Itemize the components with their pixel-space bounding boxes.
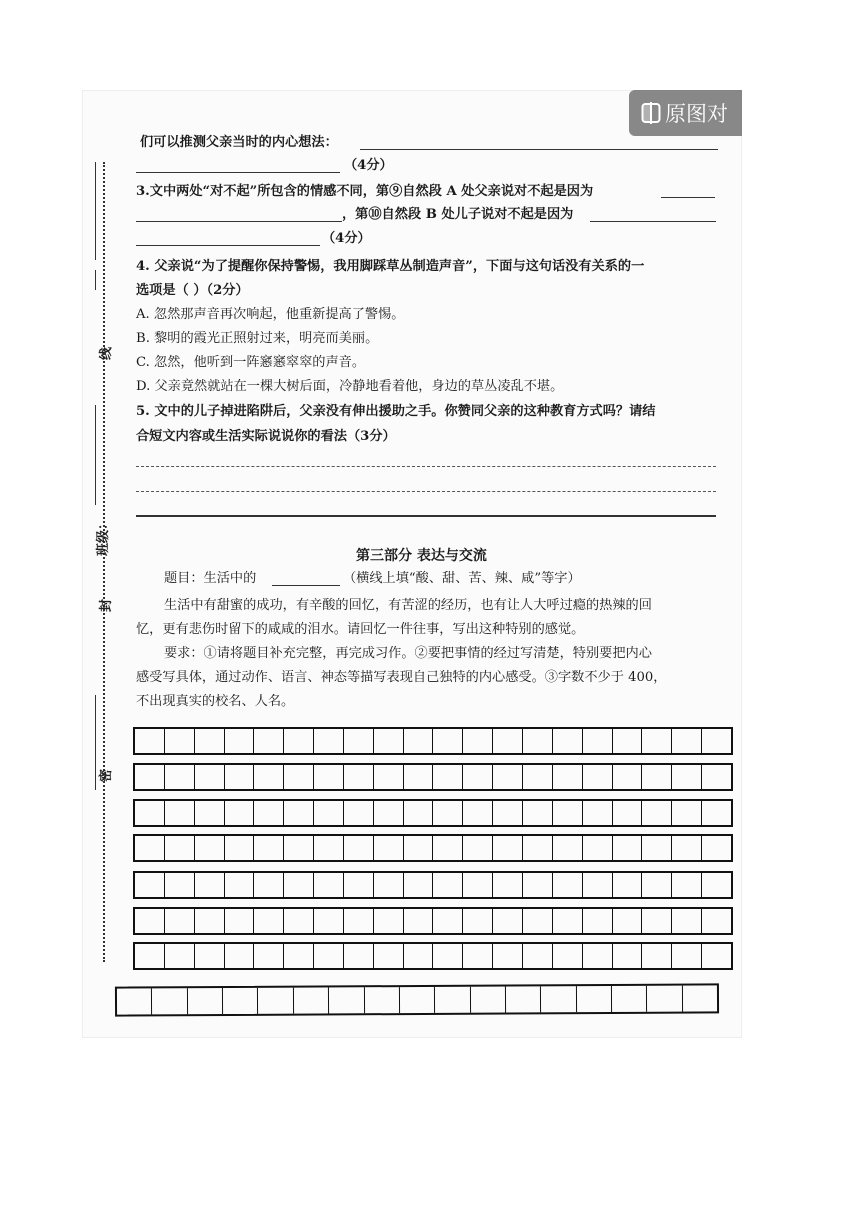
- part3-heading: 第三部分 表达与交流: [356, 548, 487, 564]
- writing-grid-cell[interactable]: [314, 909, 344, 933]
- writing-grid-cell[interactable]: [152, 988, 187, 1014]
- writing-grid-cell[interactable]: [613, 836, 643, 860]
- writing-grid-cell[interactable]: [553, 836, 583, 860]
- margin-blank-1: [95, 162, 96, 260]
- writing-grid-cell[interactable]: [493, 801, 523, 825]
- writing-grid-cell[interactable]: [195, 801, 225, 825]
- q3-score: （4分）: [322, 231, 371, 246]
- part3-req-line1: 要求：①请将题目补充完整，再完成习作。②要把事情的经过写清楚，特别要把内心: [164, 646, 652, 661]
- seal-char-seal: 封: [99, 598, 115, 613]
- writing-grid-cell[interactable]: [314, 944, 344, 968]
- writing-grid-row-last: [115, 983, 719, 1016]
- writing-grid-cell[interactable]: [400, 987, 435, 1013]
- writing-grid-cell[interactable]: [404, 909, 434, 933]
- writing-grid-cell[interactable]: [435, 987, 470, 1013]
- writing-grid-cell[interactable]: [702, 836, 731, 860]
- writing-grid-cell[interactable]: [404, 944, 434, 968]
- writing-grid-cell[interactable]: [223, 988, 258, 1014]
- part3-para1-line2: 忆，更有悲伤时留下的咸咸的泪水。请回忆一件往事，写出这种特别的感觉。: [136, 622, 585, 637]
- writing-grid-cell[interactable]: [314, 729, 344, 753]
- class-label: 班级：: [96, 516, 112, 557]
- writing-grid-cell[interactable]: [613, 801, 643, 825]
- writing-grid-cell[interactable]: [135, 873, 165, 897]
- writing-grid-cell[interactable]: [613, 765, 643, 789]
- writing-grid-cell[interactable]: [344, 909, 374, 933]
- part3-req-line2: 感受写具体，通过动作、语言、神态等描写表现自己独特的内心感受。③字数不少于 400，: [136, 670, 667, 685]
- q5-answer-line-1[interactable]: [136, 466, 716, 467]
- writing-grid-cell[interactable]: [165, 729, 195, 753]
- writing-grid-cell[interactable]: [195, 873, 225, 897]
- writing-grid-cell[interactable]: [165, 873, 195, 897]
- writing-grid-cell[interactable]: [583, 801, 613, 825]
- writing-grid-cell[interactable]: [254, 836, 284, 860]
- writing-grid-cell[interactable]: [225, 873, 255, 897]
- writing-grid-cell[interactable]: [225, 765, 255, 789]
- writing-grid-row: [133, 907, 733, 935]
- writing-grid-cell[interactable]: [433, 765, 463, 789]
- writing-grid-cell[interactable]: [344, 836, 374, 860]
- writing-grid-cell[interactable]: [672, 873, 702, 897]
- writing-grid-cell[interactable]: [314, 873, 344, 897]
- writing-grid-cell[interactable]: [613, 909, 643, 933]
- writing-grid-cell[interactable]: [225, 909, 255, 933]
- writing-grid-cell[interactable]: [642, 909, 672, 933]
- writing-grid-cell[interactable]: [613, 944, 643, 968]
- writing-grid-cell[interactable]: [165, 765, 195, 789]
- writing-grid-cell[interactable]: [702, 765, 731, 789]
- writing-grid-cell[interactable]: [541, 986, 576, 1012]
- writing-grid-cell[interactable]: [583, 729, 613, 753]
- writing-grid-cell[interactable]: [195, 729, 225, 753]
- q3-line2: ，第⑩自然段 B 处儿子说对不起是因为: [342, 207, 574, 222]
- writing-grid-cell[interactable]: [135, 765, 165, 789]
- seal-char-line: 线: [99, 346, 115, 361]
- writing-grid-cell[interactable]: [583, 944, 613, 968]
- writing-grid-cell[interactable]: [672, 944, 702, 968]
- q4-option-c: C. 忽然，他听到一阵窸窸窣窣的声音。: [136, 355, 366, 370]
- q3-blank-a[interactable]: [661, 197, 715, 198]
- writing-grid-cell[interactable]: [642, 765, 672, 789]
- writing-grid-cell[interactable]: [553, 873, 583, 897]
- writing-grid-cell[interactable]: [135, 944, 165, 968]
- writing-grid-cell[interactable]: [284, 801, 314, 825]
- part3-topic-prefix: 题目：生活中的: [164, 571, 257, 586]
- writing-grid-cell[interactable]: [284, 836, 314, 860]
- writing-grid-cell[interactable]: [642, 836, 672, 860]
- writing-grid-cell[interactable]: [433, 873, 463, 897]
- writing-grid-cell[interactable]: [433, 801, 463, 825]
- writing-grid-cell[interactable]: [523, 801, 553, 825]
- writing-grid-cell[interactable]: [254, 801, 284, 825]
- writing-grid-cell[interactable]: [523, 836, 553, 860]
- writing-grid-cell[interactable]: [165, 944, 195, 968]
- writing-grid-cell[interactable]: [258, 988, 293, 1014]
- writing-grid-cell[interactable]: [583, 836, 613, 860]
- writing-grid-cell[interactable]: [374, 944, 404, 968]
- writing-grid-cell[interactable]: [344, 801, 374, 825]
- writing-grid-cell[interactable]: [329, 987, 364, 1013]
- writing-grid-cell[interactable]: [702, 729, 731, 753]
- writing-grid-cell[interactable]: [374, 765, 404, 789]
- writing-grid-cell[interactable]: [553, 909, 583, 933]
- q4-line2: 选项是（ ）（2分）: [136, 283, 249, 298]
- q5-answer-line-2[interactable]: [136, 491, 716, 492]
- writing-grid-cell[interactable]: [672, 836, 702, 860]
- compare-original-button[interactable]: [629, 90, 742, 136]
- compare-original-label: 原图对: [665, 102, 728, 126]
- writing-grid-cell[interactable]: [404, 873, 434, 897]
- q2-tail-text: 们可以推测父亲当时的内心想法：: [140, 135, 338, 150]
- writing-grid-cell[interactable]: [523, 944, 553, 968]
- writing-grid-cell[interactable]: [433, 909, 463, 933]
- writing-grid-cell[interactable]: [642, 873, 672, 897]
- writing-grid-cell[interactable]: [254, 909, 284, 933]
- writing-grid-cell[interactable]: [463, 801, 493, 825]
- writing-grid-cell[interactable]: [471, 987, 506, 1013]
- writing-grid-row: [133, 834, 733, 862]
- writing-grid-cell[interactable]: [463, 909, 493, 933]
- writing-grid-cell[interactable]: [135, 836, 165, 860]
- writing-grid-cell[interactable]: [583, 909, 613, 933]
- writing-grid-cell[interactable]: [493, 873, 523, 897]
- writing-grid-cell[interactable]: [642, 801, 672, 825]
- writing-grid-cell[interactable]: [433, 729, 463, 753]
- writing-grid-cell[interactable]: [702, 944, 731, 968]
- writing-grid-cell[interactable]: [463, 765, 493, 789]
- q5-line1: 5. 文中的儿子掉进陷阱后，父亲没有伸出援助之手。你赞同父亲的这种教育方式吗？请结: [136, 404, 656, 419]
- writing-grid-cell[interactable]: [613, 729, 643, 753]
- writing-grid-cell[interactable]: [284, 765, 314, 789]
- writing-grid-cell[interactable]: [284, 729, 314, 753]
- writing-grid-cell[interactable]: [284, 909, 314, 933]
- writing-grid-cell[interactable]: [188, 988, 223, 1014]
- writing-grid-cell[interactable]: [135, 801, 165, 825]
- writing-grid-cell[interactable]: [165, 801, 195, 825]
- writing-grid-cell[interactable]: [254, 729, 284, 753]
- binding-dotted-line: [103, 162, 105, 962]
- writing-grid-cell[interactable]: [284, 944, 314, 968]
- writing-grid-cell[interactable]: [583, 873, 613, 897]
- q4-option-d: D. 父亲竟然就站在一棵大树后面，冷静地看着他，身边的草丛凌乱不堪。: [136, 379, 564, 394]
- writing-grid-cell[interactable]: [374, 801, 404, 825]
- writing-grid-row: [133, 727, 733, 755]
- writing-grid-cell[interactable]: [702, 801, 731, 825]
- writing-grid-cell[interactable]: [374, 729, 404, 753]
- writing-grid-cell[interactable]: [404, 836, 434, 860]
- writing-grid-cell[interactable]: [613, 873, 643, 897]
- writing-grid-cell[interactable]: [463, 873, 493, 897]
- part3-para1-line1: 生活中有甜蜜的成功，有辛酸的回忆，有苦涩的经历，也有让人大呼过瘾的热辣的回: [164, 598, 652, 613]
- part3-topic-hint: （横线上填“酸、甜、苦、辣、咸”等字）: [343, 571, 581, 586]
- writing-grid-cell[interactable]: [553, 944, 583, 968]
- writing-grid-cell[interactable]: [374, 909, 404, 933]
- writing-grid-cell[interactable]: [642, 944, 672, 968]
- writing-grid-cell[interactable]: [195, 765, 225, 789]
- writing-grid-cell[interactable]: [195, 944, 225, 968]
- q2-answer-blank-2[interactable]: [136, 172, 340, 173]
- writing-grid-cell[interactable]: [344, 765, 374, 789]
- writing-grid-cell[interactable]: [672, 765, 702, 789]
- writing-grid-row: [133, 871, 733, 899]
- writing-grid-row: [133, 942, 733, 970]
- q3-blank-a-cont[interactable]: [136, 221, 342, 222]
- writing-grid-cell[interactable]: [404, 729, 434, 753]
- writing-grid-cell[interactable]: [702, 909, 731, 933]
- writing-grid-cell[interactable]: [506, 986, 541, 1012]
- writing-grid-cell[interactable]: [523, 729, 553, 753]
- writing-grid-cell[interactable]: [314, 765, 344, 789]
- writing-grid-cell[interactable]: [523, 765, 553, 789]
- writing-grid-cell[interactable]: [583, 765, 613, 789]
- q4-option-a: A. 忽然那声音再次响起，他重新提高了警惕。: [136, 307, 405, 322]
- writing-grid-cell[interactable]: [612, 986, 647, 1012]
- writing-grid-cell[interactable]: [702, 873, 731, 897]
- writing-grid-cell[interactable]: [344, 729, 374, 753]
- q2-answer-blank-1[interactable]: [360, 149, 718, 150]
- writing-grid-cell[interactable]: [404, 765, 434, 789]
- compare-icon: [641, 102, 661, 124]
- writing-grid-cell[interactable]: [195, 909, 225, 933]
- writing-grid-cell[interactable]: [117, 988, 152, 1014]
- writing-grid-cell[interactable]: [314, 801, 344, 825]
- writing-grid-cell[interactable]: [463, 729, 493, 753]
- part3-req-line3: 不出现真实的校名、人名。: [136, 694, 295, 709]
- writing-grid-cell[interactable]: [433, 836, 463, 860]
- writing-grid-cell[interactable]: [254, 873, 284, 897]
- q3-blank-b-cont[interactable]: [136, 245, 320, 246]
- writing-grid-cell[interactable]: [553, 801, 583, 825]
- writing-grid-cell[interactable]: [135, 729, 165, 753]
- writing-grid-cell[interactable]: [647, 986, 682, 1012]
- writing-grid-cell[interactable]: [463, 944, 493, 968]
- writing-grid-cell[interactable]: [195, 836, 225, 860]
- writing-grid-cell[interactable]: [433, 944, 463, 968]
- writing-grid-cell[interactable]: [493, 765, 523, 789]
- writing-grid-cell[interactable]: [254, 944, 284, 968]
- writing-grid-cell[interactable]: [672, 801, 702, 825]
- writing-grid-cell[interactable]: [314, 836, 344, 860]
- writing-grid-cell[interactable]: [364, 987, 399, 1013]
- writing-grid-cell[interactable]: [577, 986, 612, 1012]
- writing-grid-cell[interactable]: [493, 836, 523, 860]
- writing-grid-cell[interactable]: [672, 729, 702, 753]
- q3-blank-b[interactable]: [590, 221, 716, 222]
- writing-grid-cell[interactable]: [493, 729, 523, 753]
- writing-grid-cell[interactable]: [254, 765, 284, 789]
- writing-grid-cell[interactable]: [225, 836, 255, 860]
- writing-grid-cell[interactable]: [165, 909, 195, 933]
- writing-grid-cell[interactable]: [344, 944, 374, 968]
- writing-grid-cell[interactable]: [294, 987, 329, 1013]
- writing-grid-row: [133, 799, 733, 827]
- writing-grid-cell[interactable]: [493, 944, 523, 968]
- q5-line2: 合短文内容或生活实际说说你的看法（3分）: [136, 429, 396, 444]
- writing-grid-cell[interactable]: [553, 765, 583, 789]
- writing-grid-cell[interactable]: [493, 909, 523, 933]
- writing-grid-cell[interactable]: [225, 729, 255, 753]
- part3-topic-blank[interactable]: [272, 585, 340, 586]
- writing-grid-cell[interactable]: [225, 944, 255, 968]
- writing-grid-cell[interactable]: [374, 873, 404, 897]
- q4-option-b: B. 黎明的霞光正照射过来，明亮而美丽。: [136, 331, 379, 346]
- writing-grid-cell[interactable]: [374, 836, 404, 860]
- writing-grid-cell[interactable]: [404, 801, 434, 825]
- writing-grid-cell[interactable]: [683, 985, 717, 1011]
- margin-blank-3: [95, 405, 96, 505]
- writing-grid-row: [133, 763, 733, 791]
- seal-char-secret: 密: [99, 768, 115, 783]
- q4-line1: 4. 父亲说“为了提醒你保持警惕，我用脚踩草丛制造声音”，下面与这句话没有关系的一: [136, 259, 645, 274]
- writing-grid-cell[interactable]: [523, 909, 553, 933]
- writing-grid-cell[interactable]: [165, 836, 195, 860]
- q2-score: （4分）: [344, 158, 393, 173]
- q5-answer-line-3[interactable]: [136, 515, 716, 517]
- writing-grid-cell[interactable]: [463, 836, 493, 860]
- q3-line1: 3.文中两处“对不起”所包含的情感不同，第⑨自然段 A 处父亲说对不起是因为: [136, 184, 594, 199]
- writing-grid-cell[interactable]: [523, 873, 553, 897]
- writing-grid-cell[interactable]: [135, 909, 165, 933]
- margin-blank-2: [95, 270, 96, 290]
- writing-grid-cell[interactable]: [553, 729, 583, 753]
- writing-grid-cell[interactable]: [672, 909, 702, 933]
- writing-grid-cell[interactable]: [642, 729, 672, 753]
- writing-grid-cell[interactable]: [225, 801, 255, 825]
- writing-grid-cell[interactable]: [284, 873, 314, 897]
- writing-grid-cell[interactable]: [344, 873, 374, 897]
